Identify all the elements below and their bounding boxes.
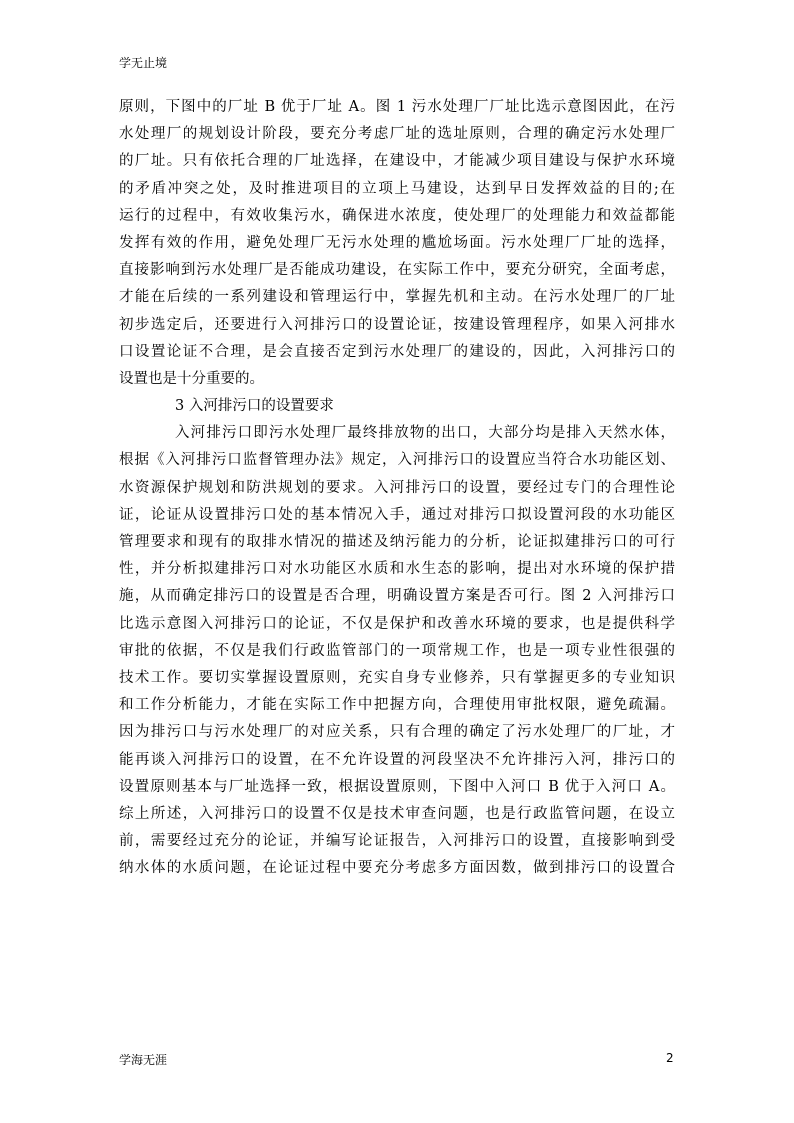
text-line: 初步选定后，还要进行入河排污口的设置论证，按建设管理程序，如果入河排水 — [119, 316, 675, 333]
text-line: 因为排污口与污水处理厂的对应关系，只有合理的确定了污水处理厂的厂址，才 — [119, 724, 675, 741]
paragraph-2 — [119, 420, 675, 882]
section-heading: 3 入河排污口的设置要求 — [175, 398, 334, 415]
text-line: 的矛盾冲突之处，及时推进项目的立项上马建设，达到早日发挥效益的目的;在 — [119, 180, 675, 197]
page-header: 学无止境 — [119, 56, 168, 70]
text-line: 性，并分析拟建排污口对水功能区水质和水生态的影响，提出对水环境的保护措 — [119, 561, 675, 578]
text-line: 口设置论证不合理，是会直接否定到污水处理厂的建设的，因此，入河排污口的 — [119, 343, 675, 360]
text-line: 技术工作。要切实掌握设置原则，充实自身专业修养，只有掌握更多的专业知识 — [119, 669, 675, 686]
text-line: 管理要求和现有的取排水情况的描述及纳污能力的分析，论证拟建排污口的可行 — [119, 534, 675, 550]
text-line: 施，从而确定排污口的设置是否合理，明确设置方案是否可行。图 2 入河排污口 — [119, 588, 675, 605]
text-line: 运行的过程中，有效收集污水，确保进水浓度，使处理厂的处理能力和效益都能 — [119, 207, 675, 224]
text-line: 设置原则基本与厂址选择一致，根据设置原则，下图中入河口 B 优于入河口 A。 — [119, 778, 675, 795]
text-line: 前，需要经过充分的论证，并编写论证报告，入河排污口的设置，直接影响到受 — [119, 833, 675, 850]
text-line: 水资源保护规划和防洪规划的要求。入河排污口的设置，要经过专门的合理性论 — [119, 479, 675, 496]
page-number: 2 — [666, 1051, 674, 1065]
text-line: 入河排污口即污水处理厂最终排放物的出口，大部分均是排入天然水体， — [175, 425, 675, 442]
text-line: 发挥有效的作用，避免处理厂无污水处理的尴尬场面。污水处理厂厂址的选择， — [119, 234, 675, 251]
text-line: 设置也是十分重要的。 — [119, 370, 264, 387]
page-footer-text: 学海无涯 — [119, 1053, 168, 1067]
text-line: 比选示意图入河排污口的论证，不仅是保护和改善水环境的要求，也是提供科学 — [119, 615, 675, 632]
text-line: 水处理厂的规划设计阶段，要充分考虑厂址的选址原则，合理的确定污水处理厂 — [119, 126, 675, 143]
text-line: 能再谈入河排污口的设置，在不允许设置的河段坚决不允许排污入河，排污口的 — [119, 751, 675, 768]
text-line: 综上所述，入河排污口的设置不仅是技术审查问题，也是行政监管问题，在设立 — [119, 805, 675, 822]
text-line: 直接影响到污水处理厂是否能成功建设，在实际工作中，要充分研究，全面考虑， — [119, 262, 675, 279]
text-line: 才能在后续的一系列建设和管理运行中，掌握先机和主动。在污水处理厂的厂址 — [119, 289, 675, 306]
text-line: 纳水体的水质问题，在论证过程中要充分考虑多方面因数，做到排污口的设置合 — [119, 860, 675, 877]
text-line: 证，论证从设置排污口处的基本情况入手，通过对排污口拟设置河段的水功能区 — [119, 506, 675, 523]
text-line: 的厂址。只有依托合理的厂址选择，在建设中，才能减少项目建设与保护水环境 — [119, 153, 675, 170]
paragraph-1 — [119, 94, 675, 393]
document-body — [119, 94, 675, 882]
text-line: 和工作分析能力，才能在实际工作中把握方向，合理使用审批权限，避免疏漏。 — [119, 697, 675, 714]
text-line: 原则，下图中的厂址 B 优于厂址 A。图 1 污水处理厂厂址比选示意图因此，在污 — [119, 99, 675, 115]
text-line: 审批的依据，不仅是我们行政监管部门的一项常规工作，也是一项专业性很强的 — [119, 642, 675, 659]
text-line: 根据《入河排污口监督管理办法》规定，入河排污口的设置应当符合水功能区划、 — [119, 452, 675, 469]
